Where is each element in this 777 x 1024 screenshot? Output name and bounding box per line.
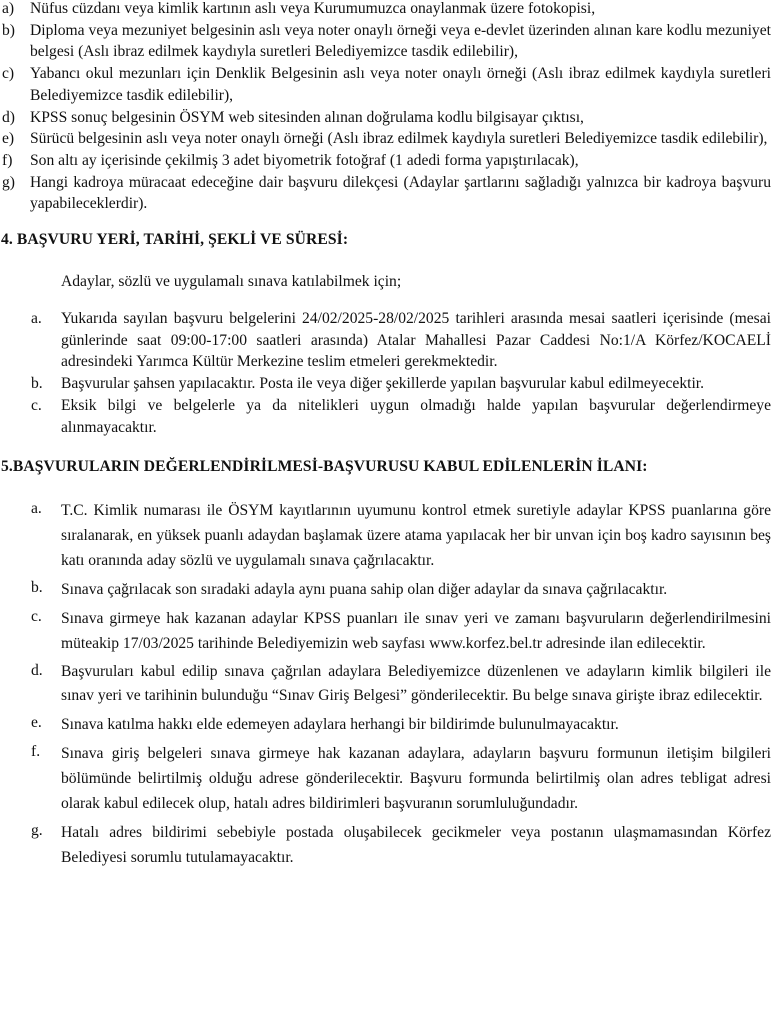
list-marker: d) [2, 108, 15, 126]
list-item-text: Hatalı adres bildirimi sebebiyle postada oluşabilecek gecikmeler veya postanın ulaşmamasından Körfez Belediyesi sorumlu tutulamayacaktır. [61, 823, 771, 866]
list-item-text: T.C. Kimlik numarası ile ÖSYM kayıtlarının uyumunu kontrol etmek suretiyle adaylar KPSS puanlarına göre sıralanarak, en yüksek puanlı adaydan başlamak üzere atama yapılacak her bir unvan için boş kadro sayısının beş katı oranında aday sözlü ve uygulamalı sınava çağrılacaktır. [61, 501, 771, 569]
list-item [0, 498, 771, 573]
list-item [0, 712, 771, 737]
list-item-text: Yabancı okul mezunları için Denklik Belgesinin aslı veya noter onaylı örneği (Aslı ibraz edilmek kaydıyla suretleri Belediyemizce tasdik edilebilir), [30, 65, 771, 104]
list-marker: b. [31, 375, 43, 393]
section-intro: Adaylar, sözlü ve uygulamalı sınava katılabilmek için; [61, 272, 402, 290]
evaluation-rules-list [0, 498, 771, 870]
section-heading: 5.BAŞVURULARIN DEĞERLENDİRİLMESİ-BAŞVURUSU KABUL EDİLENLERİN İLANI: [1, 458, 648, 476]
list-marker: d. [31, 661, 43, 679]
list-marker: b. [31, 578, 43, 596]
list-item-text: Hangi kadroya müracaat edeceğine dair başvuru dilekçesi (Adaylar şartlarını sağladığı yalnızca bir kadroya başvuru yapabileceklerdir). [30, 173, 771, 213]
list-item [0, 395, 771, 438]
list-item [0, 373, 771, 395]
list-marker: a) [2, 0, 15, 17]
list-item-text: Başvuruları kabul edilip sınava çağrılan adaylara Belediyemizce düzenlenen ve adayların kimlik bilgileri ile sınav yeri ve tarihinin bulunduğu “Sınav Giriş Belgesi” gönderilecektir. Bu belge sınava girişte ibraz edilecektir. [61, 662, 771, 704]
section-heading: 4. BAŞVURU YERİ, TARİHİ, ŞEKLİ VE SÜRESİ: [1, 231, 349, 249]
list-item-text: Sürücü belgesinin aslı veya noter onaylı örneği (Aslı ibraz edilmek kaydıyla suretleri Belediyemizce tasdik edilebilir), [30, 130, 768, 148]
list-item [0, 577, 771, 602]
list-item [0, 606, 771, 656]
list-marker: e. [31, 713, 42, 731]
list-item-text: Diploma veya mezuniyet belgesinin aslı veya noter onaylı örneği veya e-devlet üzerinden alınan kare kodlu mezuniyet belgesi (Aslı ibraz edilmek kaydıyla suretleri Belediyemizce tasdik edilebilir), [30, 21, 771, 61]
list-item-text: Son altı ay içerisinde çekilmiş 3 adet biyometrik fotoğraf (1 adedi forma yapıştırılacak), [30, 151, 579, 169]
list-item-text: Sınava girmeye hak kazanan adaylar KPSS puanları ile sınav yeri ve zamanı başvuruların değerlendirilmesini müteakip 17/03/2025 tarihinde Belediyemizin web sayfası www.korfez.bel.tr adresinde ilan edilecektir. [61, 609, 771, 652]
list-item-text: Başvurular şahsen yapılacaktır. Posta ile veya diğer şekillerde yapılan başvurular kabul edilmeyecektir. [61, 375, 705, 393]
list-item [0, 820, 771, 870]
list-item [0, 172, 771, 215]
list-marker: g) [2, 173, 15, 191]
list-item-text: KPSS sonuç belgesinin ÖSYM web sitesinden alınan doğrulama kodlu bilgisayar çıktısı, [30, 108, 584, 126]
list-marker: g. [31, 821, 43, 839]
list-marker: a. [31, 499, 42, 517]
list-item-text: Eksik bilgi ve belgelerle ya da nitelikleri uygun olmadığı halde yapılan başvurular değerlendirmeye alınmayacaktır. [61, 396, 771, 436]
list-item [0, 741, 771, 816]
list-item [0, 660, 771, 708]
list-marker: a. [31, 310, 42, 328]
list-item [0, 20, 771, 63]
list-item [0, 150, 771, 172]
application-rules-list [0, 308, 771, 438]
list-marker: c. [31, 607, 42, 625]
list-item-text: Sınava katılma hakkı elde edemeyen adaylara herhangi bir bildirimde bulunulmayacaktır. [61, 715, 619, 733]
list-item [0, 107, 771, 129]
list-item-text: Yukarıda sayılan başvuru belgelerini 24/02/2025-28/02/2025 tarihleri arasında mesai saatleri içerisinde (mesai günlerinde saat 09:00-17:00 saatleri arasında) Atalar Mahallesi Pazar Caddesi No:1/A Körfez/KOCAELİ adresindeki Yarımca Kültür Merkezine teslim etmeleri gerekmektedir. [61, 310, 771, 371]
list-item-text: Nüfus cüzdanı veya kimlik kartının aslı veya Kurumumuzca onaylanmak üzere fotokopisi, [30, 0, 596, 17]
required-documents-list [0, 0, 771, 215]
list-item [0, 308, 771, 373]
list-item-text: Sınava çağrılacak son sıradaki adayla aynı puana sahip olan diğer adaylar da sınava çağrılacaktır. [61, 580, 668, 598]
list-item [0, 0, 771, 20]
list-marker: c) [2, 65, 15, 83]
list-marker: f) [2, 151, 13, 169]
list-marker: c. [31, 396, 42, 414]
list-marker: b) [2, 21, 15, 39]
list-marker: e) [2, 130, 15, 148]
list-item [0, 63, 771, 106]
list-item [0, 128, 771, 150]
list-item-text: Sınava giriş belgeleri sınava girmeye hak kazanan adaylara, adayların başvuru formunun iletişim bilgileri bölümünde belirtilmiş olduğu adrese gönderilecektir. Başvuru formunda belirtilmiş olan adres tebligat adresi olarak kabul edilecek olup, hatalı adres bildirimleri başvuranın sorumluluğundadır. [61, 744, 771, 812]
list-marker: f. [31, 742, 41, 760]
